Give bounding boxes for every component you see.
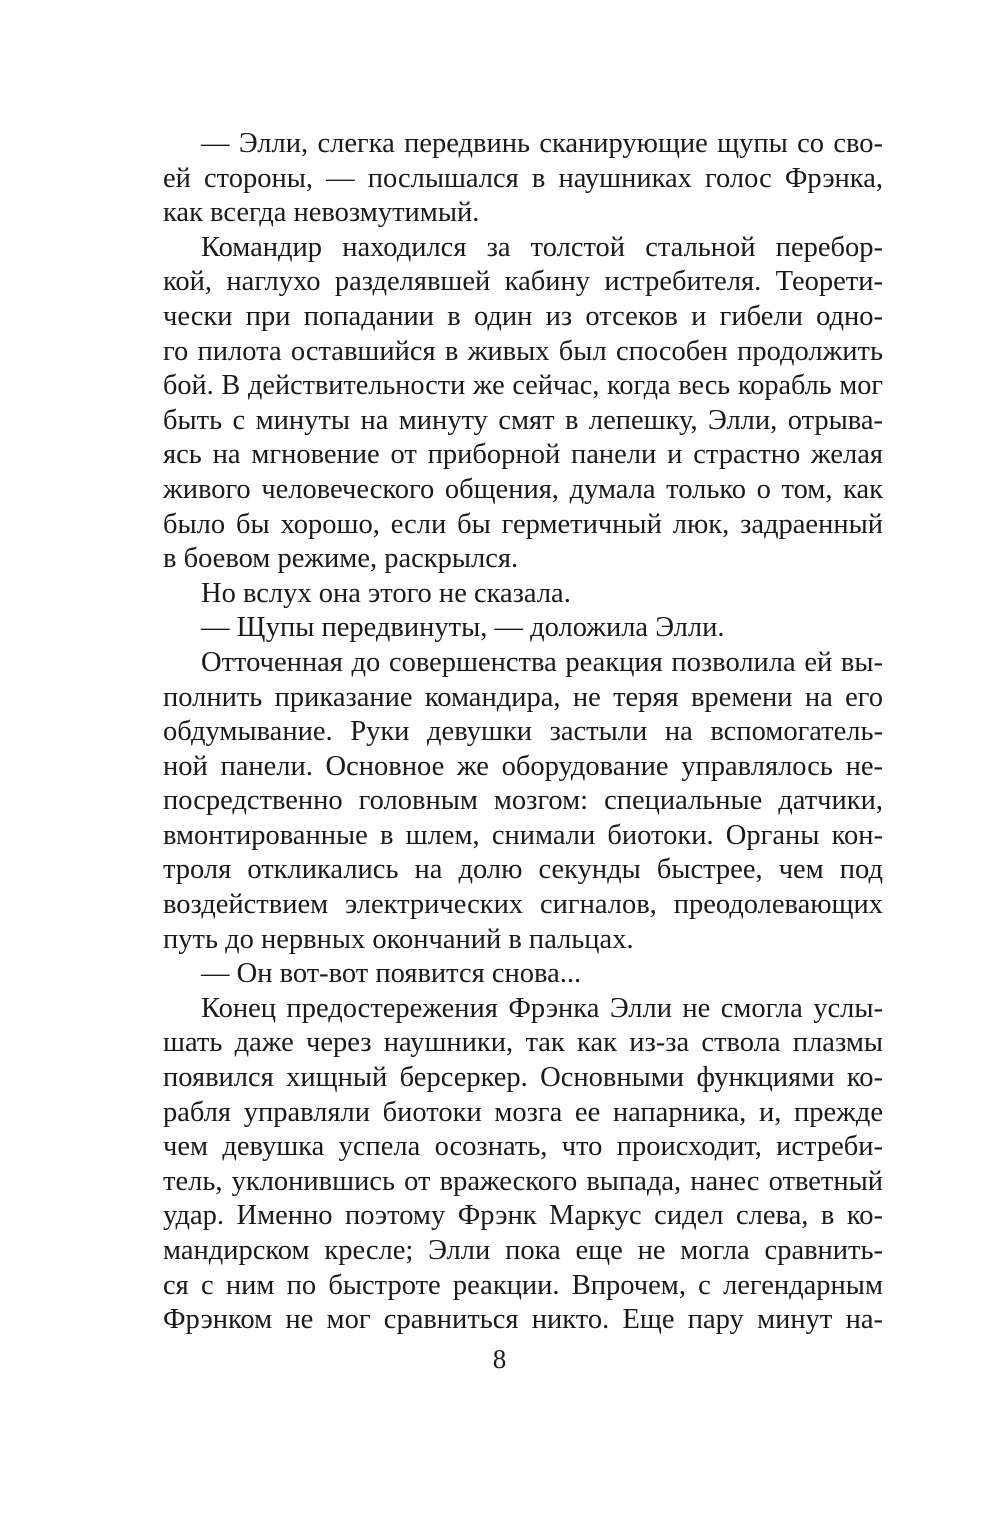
text-line: тель, уклонившись от вражеского выпада, нанес ответный (163, 1165, 883, 1197)
body-text (163, 127, 883, 1338)
text-line: — Щупы передвинуты, — доложила Элли. (201, 612, 725, 644)
text-line: было бы хорошо, если бы герметичный люк, задраенный (163, 508, 883, 540)
text-line: посредственно головным мозгом: специальные датчики, (163, 785, 883, 817)
text-line: ясь на мгновение от приборной панели и страстно желая (163, 439, 883, 471)
text-line: троля откликались на долю секунды быстрее, чем под (163, 854, 883, 886)
text-line: Командир находился за толстой стальной перебор- (201, 231, 883, 263)
text-line: ся с ним по быстроте реакции. Впрочем, с легендарным (163, 1269, 883, 1301)
page-number: 8 (492, 1344, 507, 1374)
text-line: шать даже через наушники, так как из-за ствола плазмы (163, 1027, 883, 1059)
text-line: вмонтированные в шлем, снимали биотоки. Органы кон- (163, 819, 883, 851)
text-line: рабля управляли биотоки мозга ее напарника, и, прежде (163, 1096, 883, 1128)
text-line: воздействием электрических сигналов, преодолевающих (163, 889, 883, 921)
text-line: Фрэнком не мог сравниться никто. Еще пару минут на- (163, 1304, 883, 1336)
text-line: появился хищный берсеркер. Основными функциями ко- (163, 1062, 883, 1094)
text-line: Но вслух она этого не сказала. (201, 577, 571, 609)
text-line: в боевом режиме, раскрылся. (163, 543, 519, 575)
text-line: го пилота оставшийся в живых был способен продолжить (163, 335, 883, 367)
text-line: живого человеческого общения, думала только о том, как (163, 473, 883, 505)
text-line: мандирском кресле; Элли пока еще не могла сравнить- (163, 1235, 883, 1266)
text-line: Конец предостережения Фрэнка Элли не смогла услы- (201, 992, 883, 1024)
text-line: чески при попадании в один из отсеков и гибели одно- (163, 300, 883, 332)
text-line: кой, наглухо разделявшей кабину истребителя. Теорети- (163, 266, 883, 298)
text-line: ей стороны, — послышался в наушниках голос Фрэнка, (163, 162, 883, 194)
text-line: как всегда невозмутимый. (163, 197, 480, 229)
text-line: бой. В действительности же сейчас, когда весь корабль мог (163, 370, 883, 402)
text-line: удар. Именно поэтому Фрэнк Маркус сидел слева, в ко- (163, 1200, 883, 1232)
text-line: — Он вот-вот появится снова... (201, 958, 582, 990)
text-line: — Элли, слегка передвинь сканирующие щупы со сво- (201, 128, 883, 159)
text-line: быть с минуты на минуту смят в лепешку, Элли, отрыва- (163, 404, 883, 436)
text-line: Отточенная до совершенства реакция позволила ей вы- (201, 646, 883, 678)
text-line: ной панели. Основное же оборудование управлялось не- (163, 750, 883, 782)
text-line: путь до нервных окончаний в пальцах. (163, 923, 634, 955)
text-line: чем девушка успела осознать, что происходит, истреби- (163, 1131, 883, 1163)
text-line: полнить приказание командира, не теряя времени на его (163, 681, 883, 713)
text-line: обдумывание. Руки девушки застыли на вспомогатель- (163, 716, 883, 748)
